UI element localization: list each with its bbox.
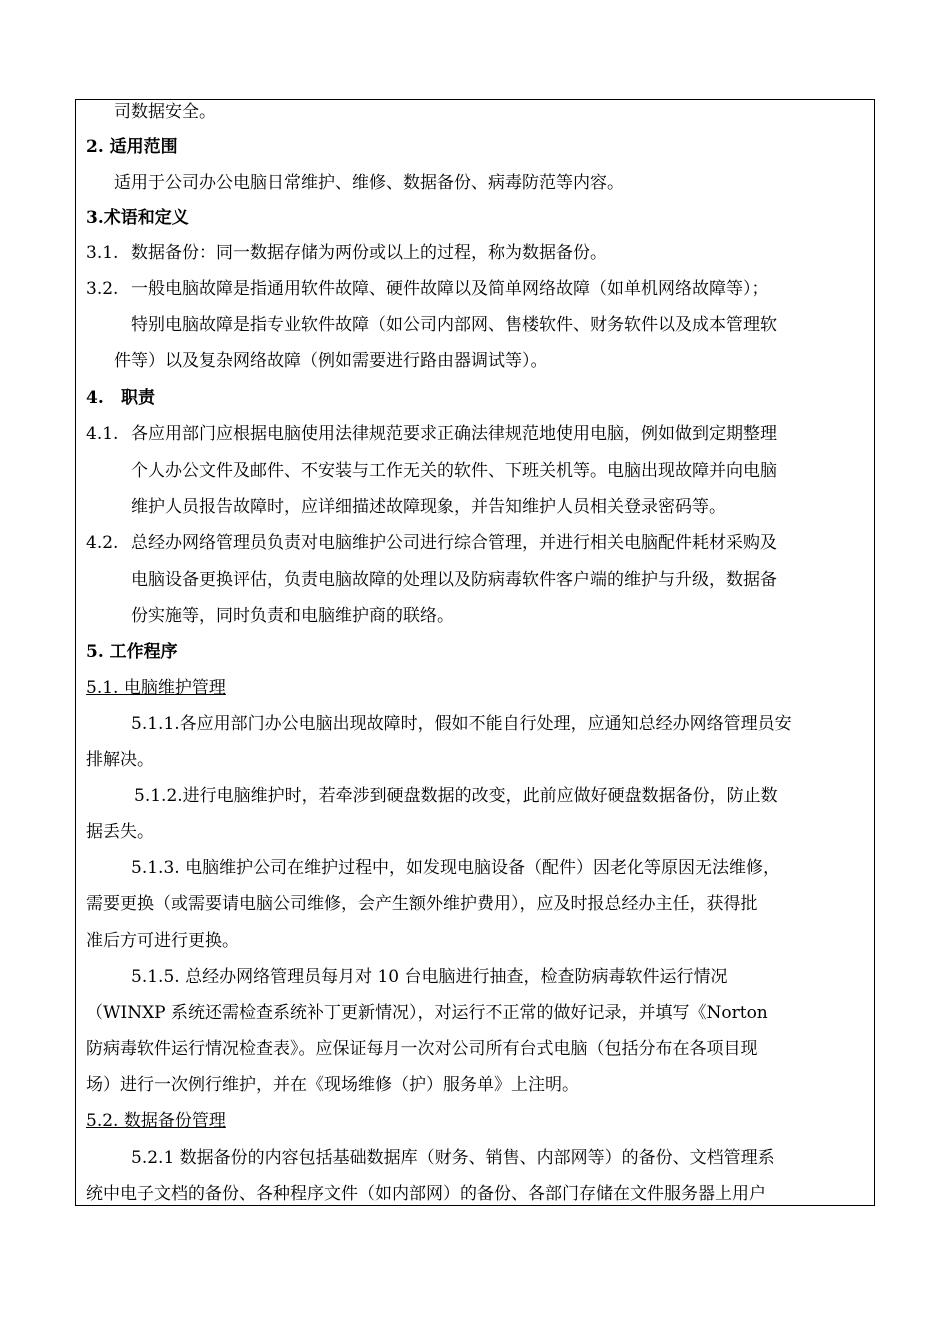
content-frame [75, 99, 875, 1206]
text-line: （WINXP 系统还需检查系统补丁更新情况），对运行不正常的做好记录，并填写《Norton [86, 1003, 768, 1023]
text-line: 准后方可进行更换。 [86, 931, 239, 951]
section-heading: 2. 适用范围 [86, 137, 178, 157]
text-line: 件等）以及复杂网络故障（例如需要进行路由器调试等）。 [114, 351, 548, 371]
text-line: 各应用部门应根据电脑使用法律规范要求正确法律规范地使用电脑，例如做到定期整理 [131, 424, 777, 444]
item-number: 3.1. [86, 243, 119, 263]
text-line: 5.1.2.进行电脑维护时，若牵涉到硬盘数据的改变，此前应做好硬盘数据备份，防止数 [134, 786, 778, 806]
text-line: 排解决。 [86, 750, 154, 770]
text-line: 特别电脑故障是指专业软件故障（如公司内部网、售楼软件、财务软件以及成本管理软 [131, 315, 777, 335]
item-number: 4.1. [86, 424, 119, 444]
text-line: 一般电脑故障是指通用软件故障、硬件故障以及简单网络故障（如单机网络故障等）； [131, 279, 769, 299]
section-heading: 5. 工作程序 [86, 642, 178, 662]
text-line: 个人办公文件及邮件、不安装与工作无关的软件、下班关机等。电脑出现故障并向电脑 [131, 461, 777, 481]
text-line: 份实施等，同时负责和电脑维护商的联络。 [131, 606, 454, 626]
text-line: 适用于公司办公电脑日常维护、维修、数据备份、病毒防范等内容。 [114, 173, 624, 193]
text-line: 维护人员报告故障时，应详细描述故障现象，并告知维护人员相关登录密码等。 [131, 497, 726, 517]
text-line: 据丢失。 [86, 822, 154, 842]
text-line: 场）进行一次例行维护，并在《现场维修（护）服务单》上注明。 [86, 1075, 579, 1095]
text-line: 防病毒软件运行情况检查表》。应保证每月一次对公司所有台式电脑（包括分布在各项目现 [86, 1039, 758, 1059]
item-number: 4.2. [86, 533, 119, 553]
text-line: 电脑设备更换评估，负责电脑故障的处理以及防病毒软件客户端的维护与升级，数据备 [131, 570, 777, 590]
text-line: 5.1.1.各应用部门办公电脑出现故障时，假如不能自行处理，应通知总经办网络管理员安 [131, 714, 792, 734]
section-heading: 3.术语和定义 [86, 208, 189, 228]
text-line: 司数据安全。 [114, 102, 216, 122]
text-line: 需要更换（或需要请电脑公司维修，会产生额外维护费用），应及时报总经办主任，获得批 [86, 894, 758, 914]
item-number: 3.2. [86, 279, 119, 299]
text-line: 数据备份：同一数据存储为两份或以上的过程，称为数据备份。 [131, 243, 607, 263]
subsection-heading: 5.1. 电脑维护管理 [86, 678, 226, 698]
text-line: 5.1.3. 电脑维护公司在维护过程中，如发现电脑设备（配件）因老化等原因无法维修， [131, 858, 781, 878]
section-number: 4. [86, 388, 104, 408]
subsection-heading: 5.2. 数据备份管理 [86, 1111, 226, 1131]
text-line: 5.2.1 数据备份的内容包括基础数据库（财务、销售、内部网等）的备份、文档管理系 [131, 1148, 775, 1168]
section-heading: 职责 [121, 388, 155, 408]
text-line: 统中电子文档的备份、各种程序文件（如内部网）的备份、各部门存储在文件服务器上用户 [86, 1184, 766, 1204]
text-line: 总经办网络管理员负责对电脑维护公司进行综合管理，并进行相关电脑配件耗材采购及 [131, 533, 777, 553]
text-line: 5.1.5. 总经办网络管理员每月对 10 台电脑进行抽查，检查防病毒软件运行情况 [131, 967, 728, 987]
